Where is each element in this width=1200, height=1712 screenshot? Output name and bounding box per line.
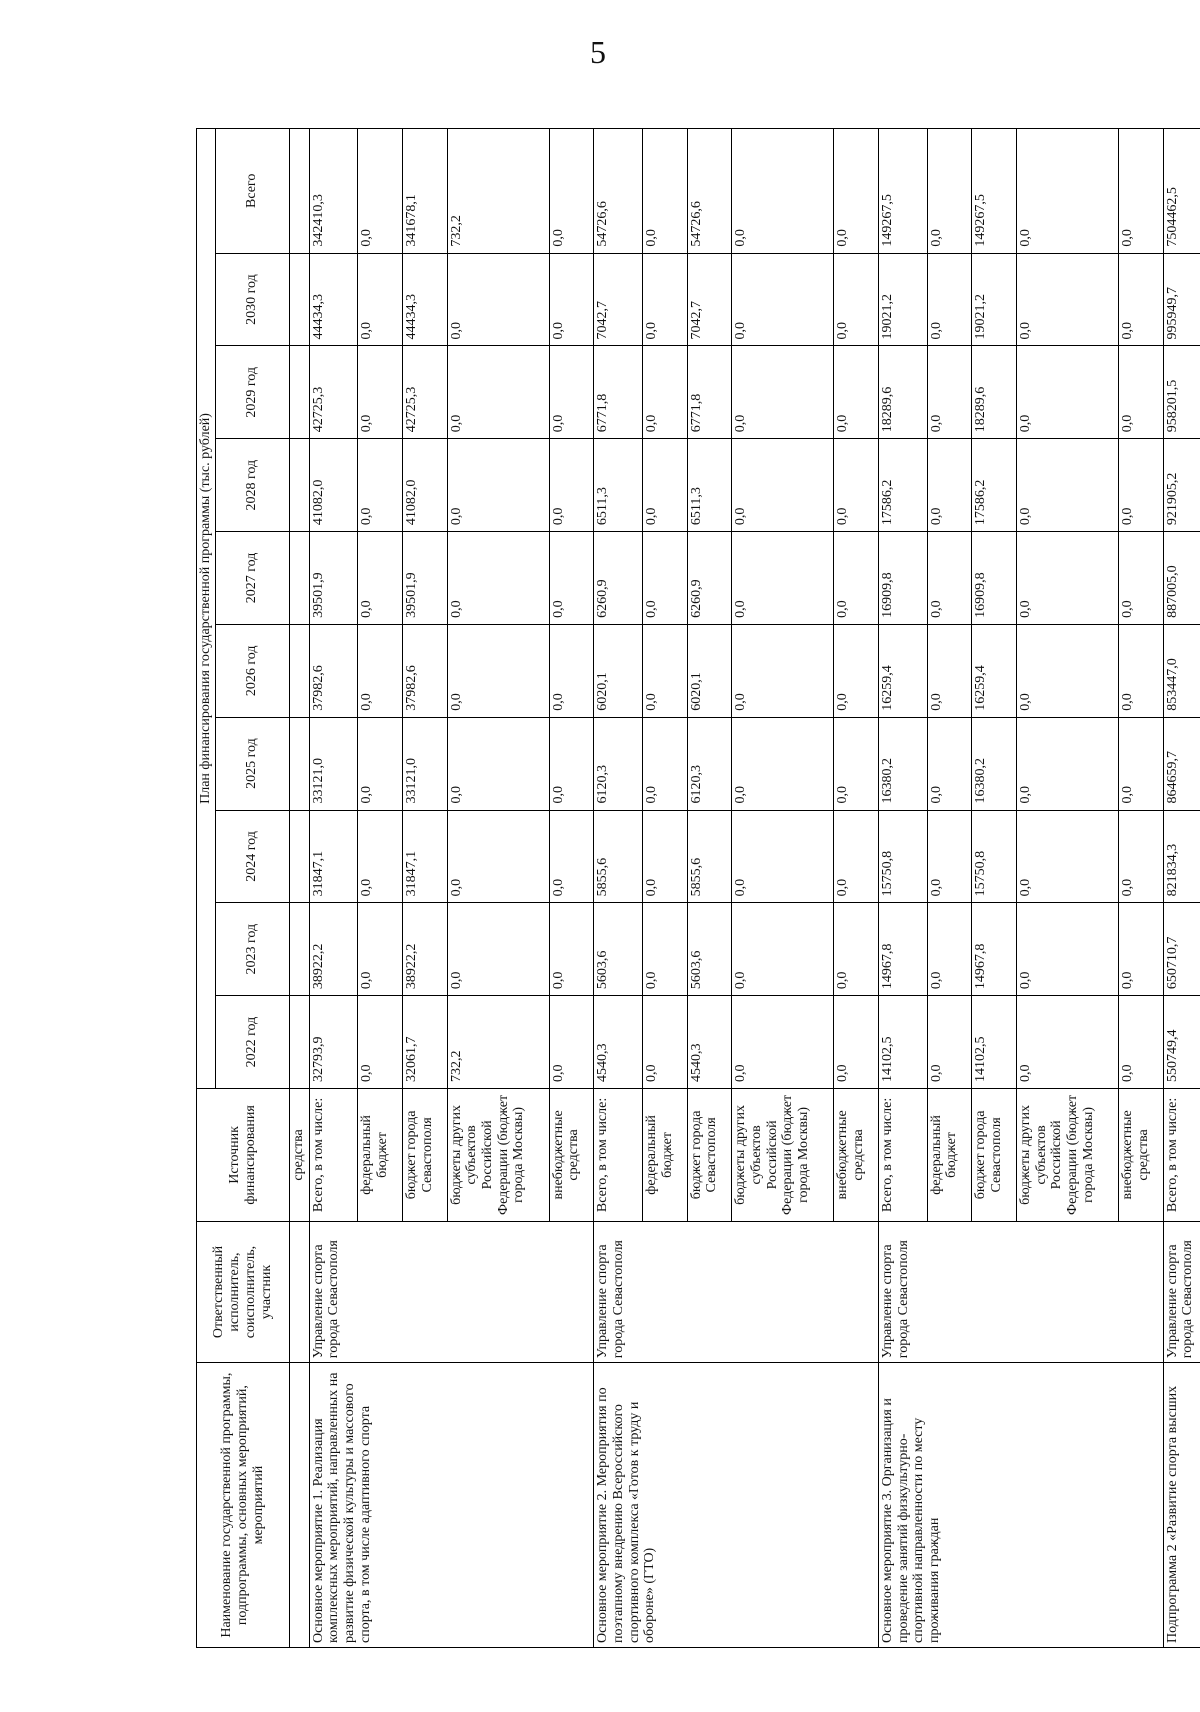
rotated-page-content	[196, 128, 1200, 1648]
header-year: 2030 год	[215, 253, 289, 346]
value-cell: 0,0	[1016, 810, 1118, 903]
value-cell: 0,0	[927, 439, 972, 532]
value-cell: 33121,0	[309, 717, 358, 810]
value-cell: 0,0	[643, 717, 688, 810]
source-cell: федеральный бюджет	[927, 1088, 972, 1221]
value-cell: 7042,7	[594, 253, 643, 346]
value-cell: 342410,3	[309, 129, 358, 254]
value-cell: 887005,0	[1163, 532, 1200, 625]
value-cell: 38922,2	[309, 903, 358, 996]
value-cell: 732,2	[447, 996, 549, 1089]
value-cell: 0,0	[1016, 624, 1118, 717]
value-cell: 16380,2	[878, 717, 927, 810]
financing-table	[196, 128, 1200, 1648]
value-cell: 0,0	[732, 439, 834, 532]
value-cell: 821834,3	[1163, 810, 1200, 903]
activity-name: Основное мероприятие 3. Организация и проведение занятий физкультурно-спортивной направленности по месту проживания граждан	[878, 1363, 1163, 1648]
value-cell: 0,0	[643, 810, 688, 903]
value-cell: 0,0	[1016, 346, 1118, 439]
value-cell: 0,0	[358, 439, 403, 532]
value-cell: 6260,9	[687, 532, 732, 625]
value-cell: 149267,5	[878, 129, 927, 254]
value-cell: 0,0	[1016, 439, 1118, 532]
value-cell: 650710,7	[1163, 903, 1200, 996]
value-cell: 17586,2	[972, 439, 1017, 532]
value-cell: 15750,8	[972, 810, 1017, 903]
table-row	[309, 129, 358, 1648]
value-cell: 0,0	[1016, 996, 1118, 1089]
header-year: 2024 год	[215, 810, 289, 903]
source-cell: бюджеты других субъектов Российской Федерации (бюджет города Москвы)	[732, 1088, 834, 1221]
activity-name: Подпрограмма 2 «Развитие спорта высших	[1163, 1363, 1200, 1648]
value-cell: 0,0	[834, 810, 879, 903]
value-cell: 0,0	[549, 532, 594, 625]
activity-name: Основное мероприятие 2. Мероприятия по поэтапному внедрению Всероссийского спортивного комплекса «Готов к труду и обороне» (ГТО)	[594, 1363, 879, 1648]
value-cell: 41082,0	[402, 439, 447, 532]
value-cell: 14102,5	[878, 996, 927, 1089]
value-cell: 0,0	[358, 810, 403, 903]
value-cell: 39501,9	[402, 532, 447, 625]
source-cell: внебюджетные средства	[1118, 1088, 1163, 1221]
source-cell: бюджеты других субъектов Российской Федерации (бюджет города Москвы)	[1016, 1088, 1118, 1221]
value-cell: 0,0	[447, 624, 549, 717]
value-cell: 16259,4	[972, 624, 1017, 717]
empty-cell	[289, 439, 309, 532]
value-cell: 0,0	[927, 253, 972, 346]
value-cell: 14967,8	[972, 903, 1017, 996]
value-cell: 0,0	[358, 624, 403, 717]
responsible-cell: Управление спорта города Севастополя	[878, 1221, 1163, 1362]
value-cell: 7504462,5	[1163, 129, 1200, 254]
value-cell: 19021,2	[878, 253, 927, 346]
value-cell: 995949,7	[1163, 253, 1200, 346]
empty-cell	[289, 1363, 309, 1648]
value-cell: 6120,3	[594, 717, 643, 810]
value-cell: 0,0	[927, 810, 972, 903]
value-cell: 0,0	[643, 903, 688, 996]
value-cell: 44434,3	[309, 253, 358, 346]
value-cell: 0,0	[732, 532, 834, 625]
value-cell: 0,0	[358, 996, 403, 1089]
value-cell: 0,0	[358, 532, 403, 625]
value-cell: 5855,6	[594, 810, 643, 903]
value-cell: 7042,7	[687, 253, 732, 346]
value-cell: 0,0	[834, 532, 879, 625]
value-cell: 0,0	[1118, 532, 1163, 625]
value-cell: 732,2	[447, 129, 549, 254]
value-cell: 0,0	[732, 996, 834, 1089]
value-cell: 0,0	[834, 717, 879, 810]
header-year: 2028 год	[215, 439, 289, 532]
source-cell: бюджет города Севастополя	[402, 1088, 447, 1221]
value-cell: 6511,3	[687, 439, 732, 532]
value-cell: 853447,0	[1163, 624, 1200, 717]
value-cell: 0,0	[732, 624, 834, 717]
header-year: 2025 год	[215, 717, 289, 810]
value-cell: 0,0	[927, 717, 972, 810]
value-cell: 864659,7	[1163, 717, 1200, 810]
value-cell: 31847,1	[402, 810, 447, 903]
header-year: 2027 год	[215, 532, 289, 625]
value-cell: 0,0	[834, 129, 879, 254]
value-cell: 5603,6	[687, 903, 732, 996]
value-cell: 0,0	[1016, 903, 1118, 996]
empty-cell	[289, 532, 309, 625]
value-cell: 0,0	[358, 346, 403, 439]
value-cell: 0,0	[358, 903, 403, 996]
table-row	[878, 129, 927, 1648]
value-cell: 37982,6	[309, 624, 358, 717]
responsible-cell: Управление спорта города Севастополя	[594, 1221, 879, 1362]
value-cell: 0,0	[834, 346, 879, 439]
value-cell: 0,0	[358, 129, 403, 254]
value-cell: 14967,8	[878, 903, 927, 996]
value-cell: 0,0	[447, 439, 549, 532]
value-cell: 0,0	[1118, 253, 1163, 346]
value-cell: 41082,0	[309, 439, 358, 532]
source-cell: бюджет города Севастополя	[687, 1088, 732, 1221]
value-cell: 54726,6	[687, 129, 732, 254]
activity-name: Основное мероприятие 1. Реализация комплексных мероприятий, направленных на развитие физической культуры и массового спорта, в том числе адаптивного спорта	[309, 1363, 594, 1648]
value-cell: 0,0	[447, 346, 549, 439]
value-cell: 0,0	[643, 346, 688, 439]
value-cell: 0,0	[834, 439, 879, 532]
value-cell: 54726,6	[594, 129, 643, 254]
value-cell: 37982,6	[402, 624, 447, 717]
value-cell: 16909,8	[972, 532, 1017, 625]
value-cell: 0,0	[834, 253, 879, 346]
value-cell: 32061,7	[402, 996, 447, 1089]
value-cell: 0,0	[732, 717, 834, 810]
value-cell: 33121,0	[402, 717, 447, 810]
header-year: 2026 год	[215, 624, 289, 717]
value-cell: 0,0	[549, 717, 594, 810]
value-cell: 6120,3	[687, 717, 732, 810]
value-cell: 0,0	[1118, 903, 1163, 996]
value-cell: 0,0	[834, 624, 879, 717]
value-cell: 44434,3	[402, 253, 447, 346]
value-cell: 0,0	[447, 253, 549, 346]
value-cell: 0,0	[927, 532, 972, 625]
source-cell: Всего, в том числе:	[878, 1088, 927, 1221]
source-cell: федеральный бюджет	[358, 1088, 403, 1221]
value-cell: 18289,6	[972, 346, 1017, 439]
value-cell: 0,0	[643, 624, 688, 717]
page-number: 5	[590, 34, 606, 70]
empty-cell	[289, 996, 309, 1089]
header-responsible: Ответственный исполнитель, соисполнитель, участник	[197, 1221, 290, 1362]
value-cell: 0,0	[549, 346, 594, 439]
value-cell: 6260,9	[594, 532, 643, 625]
value-cell: 15750,8	[878, 810, 927, 903]
value-cell: 0,0	[643, 439, 688, 532]
value-cell: 0,0	[358, 717, 403, 810]
value-cell: 39501,9	[309, 532, 358, 625]
source-cell: внебюджетные средства	[834, 1088, 879, 1221]
value-cell: 921905,2	[1163, 439, 1200, 532]
header-name: Наименование государственной программы, подпрограммы, основных мероприятий, мероприятий	[197, 1363, 290, 1648]
value-cell: 17586,2	[878, 439, 927, 532]
value-cell: 42725,3	[309, 346, 358, 439]
value-cell: 0,0	[549, 253, 594, 346]
source-cell: федеральный бюджет	[643, 1088, 688, 1221]
value-cell: 6771,8	[594, 346, 643, 439]
value-cell: 0,0	[447, 903, 549, 996]
value-cell: 6020,1	[687, 624, 732, 717]
value-cell: 19021,2	[972, 253, 1017, 346]
table-row	[289, 129, 309, 1648]
value-cell: 149267,5	[972, 129, 1017, 254]
value-cell: 0,0	[732, 903, 834, 996]
value-cell: 0,0	[549, 439, 594, 532]
source-cell: Всего, в том числе:	[1163, 1088, 1200, 1221]
value-cell: 0,0	[927, 624, 972, 717]
value-cell: 16909,8	[878, 532, 927, 625]
value-cell: 0,0	[643, 129, 688, 254]
value-cell: 0,0	[1016, 129, 1118, 254]
value-cell: 0,0	[1118, 624, 1163, 717]
source-cell: Всего, в том числе:	[594, 1088, 643, 1221]
value-cell: 0,0	[927, 996, 972, 1089]
value-cell: 18289,6	[878, 346, 927, 439]
value-cell: 0,0	[549, 996, 594, 1089]
header-year: 2029 год	[215, 346, 289, 439]
value-cell: 550749,4	[1163, 996, 1200, 1089]
value-cell: 0,0	[927, 346, 972, 439]
value-cell: 6771,8	[687, 346, 732, 439]
responsible-cell: Управление спорта города Севастополя	[309, 1221, 594, 1362]
value-cell: 0,0	[549, 624, 594, 717]
value-cell: 16380,2	[972, 717, 1017, 810]
value-cell: 0,0	[1118, 717, 1163, 810]
value-cell: 0,0	[1118, 996, 1163, 1089]
value-cell: 0,0	[927, 129, 972, 254]
value-cell: 0,0	[358, 253, 403, 346]
value-cell: 31847,1	[309, 810, 358, 903]
source-cell: бюджет города Севастополя	[972, 1088, 1017, 1221]
value-cell: 0,0	[643, 532, 688, 625]
empty-cell	[289, 810, 309, 903]
value-cell: 0,0	[834, 903, 879, 996]
value-cell: 0,0	[1016, 532, 1118, 625]
empty-cell	[289, 717, 309, 810]
value-cell: 4540,3	[687, 996, 732, 1089]
value-cell: 0,0	[447, 717, 549, 810]
header-year: 2022 год	[215, 996, 289, 1089]
value-cell: 341678,1	[402, 129, 447, 254]
responsible-cell: Управление спорта города Севастополя	[1163, 1221, 1200, 1362]
value-cell: 5603,6	[594, 903, 643, 996]
value-cell: 0,0	[549, 129, 594, 254]
value-cell: 0,0	[1118, 129, 1163, 254]
empty-cell	[289, 129, 309, 254]
empty-cell	[289, 624, 309, 717]
value-cell: 0,0	[1118, 346, 1163, 439]
source-cell: средства	[289, 1088, 309, 1221]
source-cell: бюджеты других субъектов Российской Федерации (бюджет города Москвы)	[447, 1088, 549, 1221]
value-cell: 0,0	[447, 810, 549, 903]
value-cell: 5855,6	[687, 810, 732, 903]
value-cell: 0,0	[927, 903, 972, 996]
value-cell: 38922,2	[402, 903, 447, 996]
value-cell: 0,0	[1118, 439, 1163, 532]
value-cell: 0,0	[732, 129, 834, 254]
value-cell: 0,0	[643, 996, 688, 1089]
value-cell: 0,0	[1118, 810, 1163, 903]
value-cell: 0,0	[549, 903, 594, 996]
value-cell: 6020,1	[594, 624, 643, 717]
empty-cell	[289, 346, 309, 439]
header-source: Источник финансирования	[197, 1088, 290, 1221]
empty-cell	[289, 903, 309, 996]
value-cell: 0,0	[732, 346, 834, 439]
value-cell: 0,0	[447, 532, 549, 625]
empty-cell	[289, 253, 309, 346]
empty-cell	[289, 1221, 309, 1362]
value-cell: 6511,3	[594, 439, 643, 532]
header-year: 2023 год	[215, 903, 289, 996]
source-cell: внебюджетные средства	[549, 1088, 594, 1221]
value-cell: 0,0	[1016, 717, 1118, 810]
value-cell: 16259,4	[878, 624, 927, 717]
table-row	[1163, 129, 1200, 1648]
value-cell: 0,0	[834, 996, 879, 1089]
table-row	[594, 129, 643, 1648]
value-cell: 0,0	[1016, 253, 1118, 346]
value-cell: 42725,3	[402, 346, 447, 439]
value-cell: 0,0	[732, 810, 834, 903]
value-cell: 14102,5	[972, 996, 1017, 1089]
value-cell: 4540,3	[594, 996, 643, 1089]
header-plan: План финансирования государственной программы (тыс. рублей)	[197, 129, 216, 1089]
header-year: Всего	[215, 129, 289, 254]
value-cell: 0,0	[549, 810, 594, 903]
value-cell: 0,0	[732, 253, 834, 346]
value-cell: 958201,5	[1163, 346, 1200, 439]
value-cell: 0,0	[643, 253, 688, 346]
value-cell: 32793,9	[309, 996, 358, 1089]
source-cell: Всего, в том числе:	[309, 1088, 358, 1221]
